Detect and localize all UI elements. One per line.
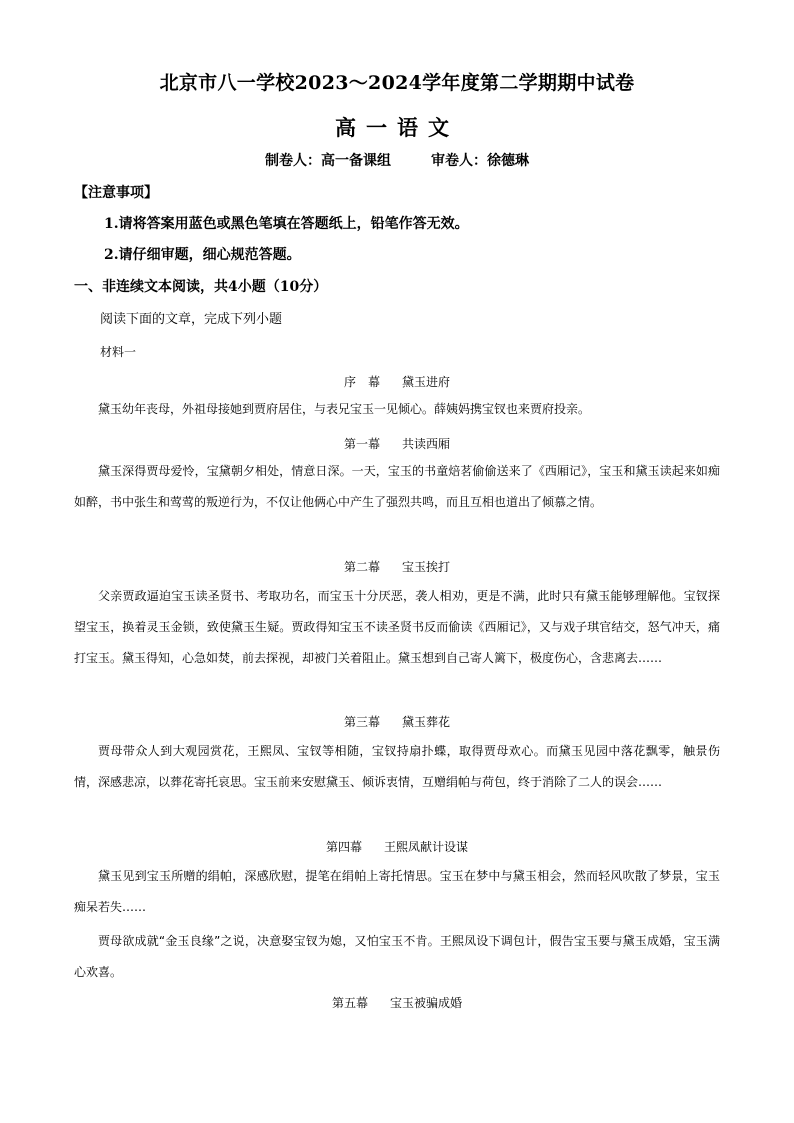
scene-act: 第一幕 [343, 437, 380, 451]
scene-title [0, 373, 794, 390]
notice-item-1: 1.请将答案用蓝色或黑色笔填在答题纸上，铅笔作答无效。 [104, 216, 469, 232]
scene-paragraph: 黛玉幼年丧母，外祖母接她到贾府居住，与表兄宝玉一见倾心。薛姨妈携宝钗也来贾府投亲。 [98, 402, 591, 416]
scene-name: 宝玉挨打 [402, 560, 451, 574]
scene-act: 序 幕 [343, 375, 380, 389]
scene-title [0, 713, 794, 730]
scene-title [0, 994, 794, 1011]
section-instruction: 阅读下面的文章，完成下列小题 [100, 312, 283, 327]
scene-act: 第三幕 [343, 715, 380, 729]
maker-text: 制卷人：高一备课组 [265, 153, 391, 169]
scene-title [0, 435, 794, 452]
scene-paragraph: 贾母带众人到大观园赏花，王熙凤、宝钗等相随，宝钗持扇扑蝶，取得贾母欢心。而黛玉见园中落花飘零，触景伤情，深感悲凉，以葬花寄托哀思。宝玉前来安慰黛玉、倾诉衷情，互赠绢帕与荷包，终于消除了二人的误会…… [74, 744, 720, 789]
section-heading: 一、非连续文本阅读，共4小题（10分） [74, 279, 328, 295]
scene-name: 王熙凤献计设谋 [384, 840, 469, 854]
scene-paragraph: 父亲贾政逼迫宝玉读圣贤书、考取功名，而宝玉十分厌恶，袭人相劝，更是不满，此时只有黛玉能够理解他。宝钗探望宝玉，换着灵玉金锁，致使黛玉生疑。贾政得知宝玉不读圣贤书反而偷读《西厢记》，又与戏子琪官结交，怒气冲天，痛打宝玉。黛玉得知，心急如焚，前去探视，却被门关着阻止。黛玉想到自己寄人篱下，极度伤心，含悲离去…… [74, 589, 720, 665]
scene-paragraph: 黛玉深得贾母爱怜，宝黛朝夕相处，情意日深。一天，宝玉的书童焙茗偷偷送来了《西厢记》，宝玉和黛玉读起来如痴如醉，书中张生和莺莺的叛逆行为，不仅让他俩心中产生了强烈共鸣，而且互相也道出了倾慕之情。 [74, 464, 720, 509]
scene-name: 黛玉葬花 [402, 715, 451, 729]
exam-title: 北京市八一学校2023～2024学年度第二学期期中试卷 [159, 72, 635, 94]
reviewer-text: 审卷人：徐德琳 [431, 153, 529, 169]
scene-title [0, 838, 794, 855]
exam-subject: 高一语文 [335, 115, 459, 140]
scene-name: 共读西厢 [402, 437, 451, 451]
material-label: 材料一 [100, 345, 137, 359]
scene-paragraph: 贾母欲成就“金玉良缘”之说，决意娶宝钗为媳，又怕宝玉不肯。王熙凤设下调包计，假告宝玉要与黛玉成婚，宝玉满心欢喜。 [74, 934, 720, 979]
scene-paragraph: 黛玉见到宝玉所赠的绢帕，深感欣慰，提笔在绢帕上寄托情思。宝玉在梦中与黛玉相会，然而轻风吹散了梦景，宝玉痴呆若失…… [74, 869, 720, 914]
scene-act: 第二幕 [343, 560, 380, 574]
scene-title [0, 558, 794, 575]
scene-name: 黛玉进府 [402, 375, 451, 389]
exam-authors [0, 150, 794, 170]
scene-act: 第五幕 [331, 996, 368, 1010]
notice-item-2: 2.请仔细审题，细心规范答题。 [104, 247, 301, 263]
notice-heading: 【注意事项】 [74, 185, 158, 201]
scene-name: 宝玉被骗成婚 [390, 996, 463, 1010]
scene-act: 第四幕 [325, 840, 362, 854]
